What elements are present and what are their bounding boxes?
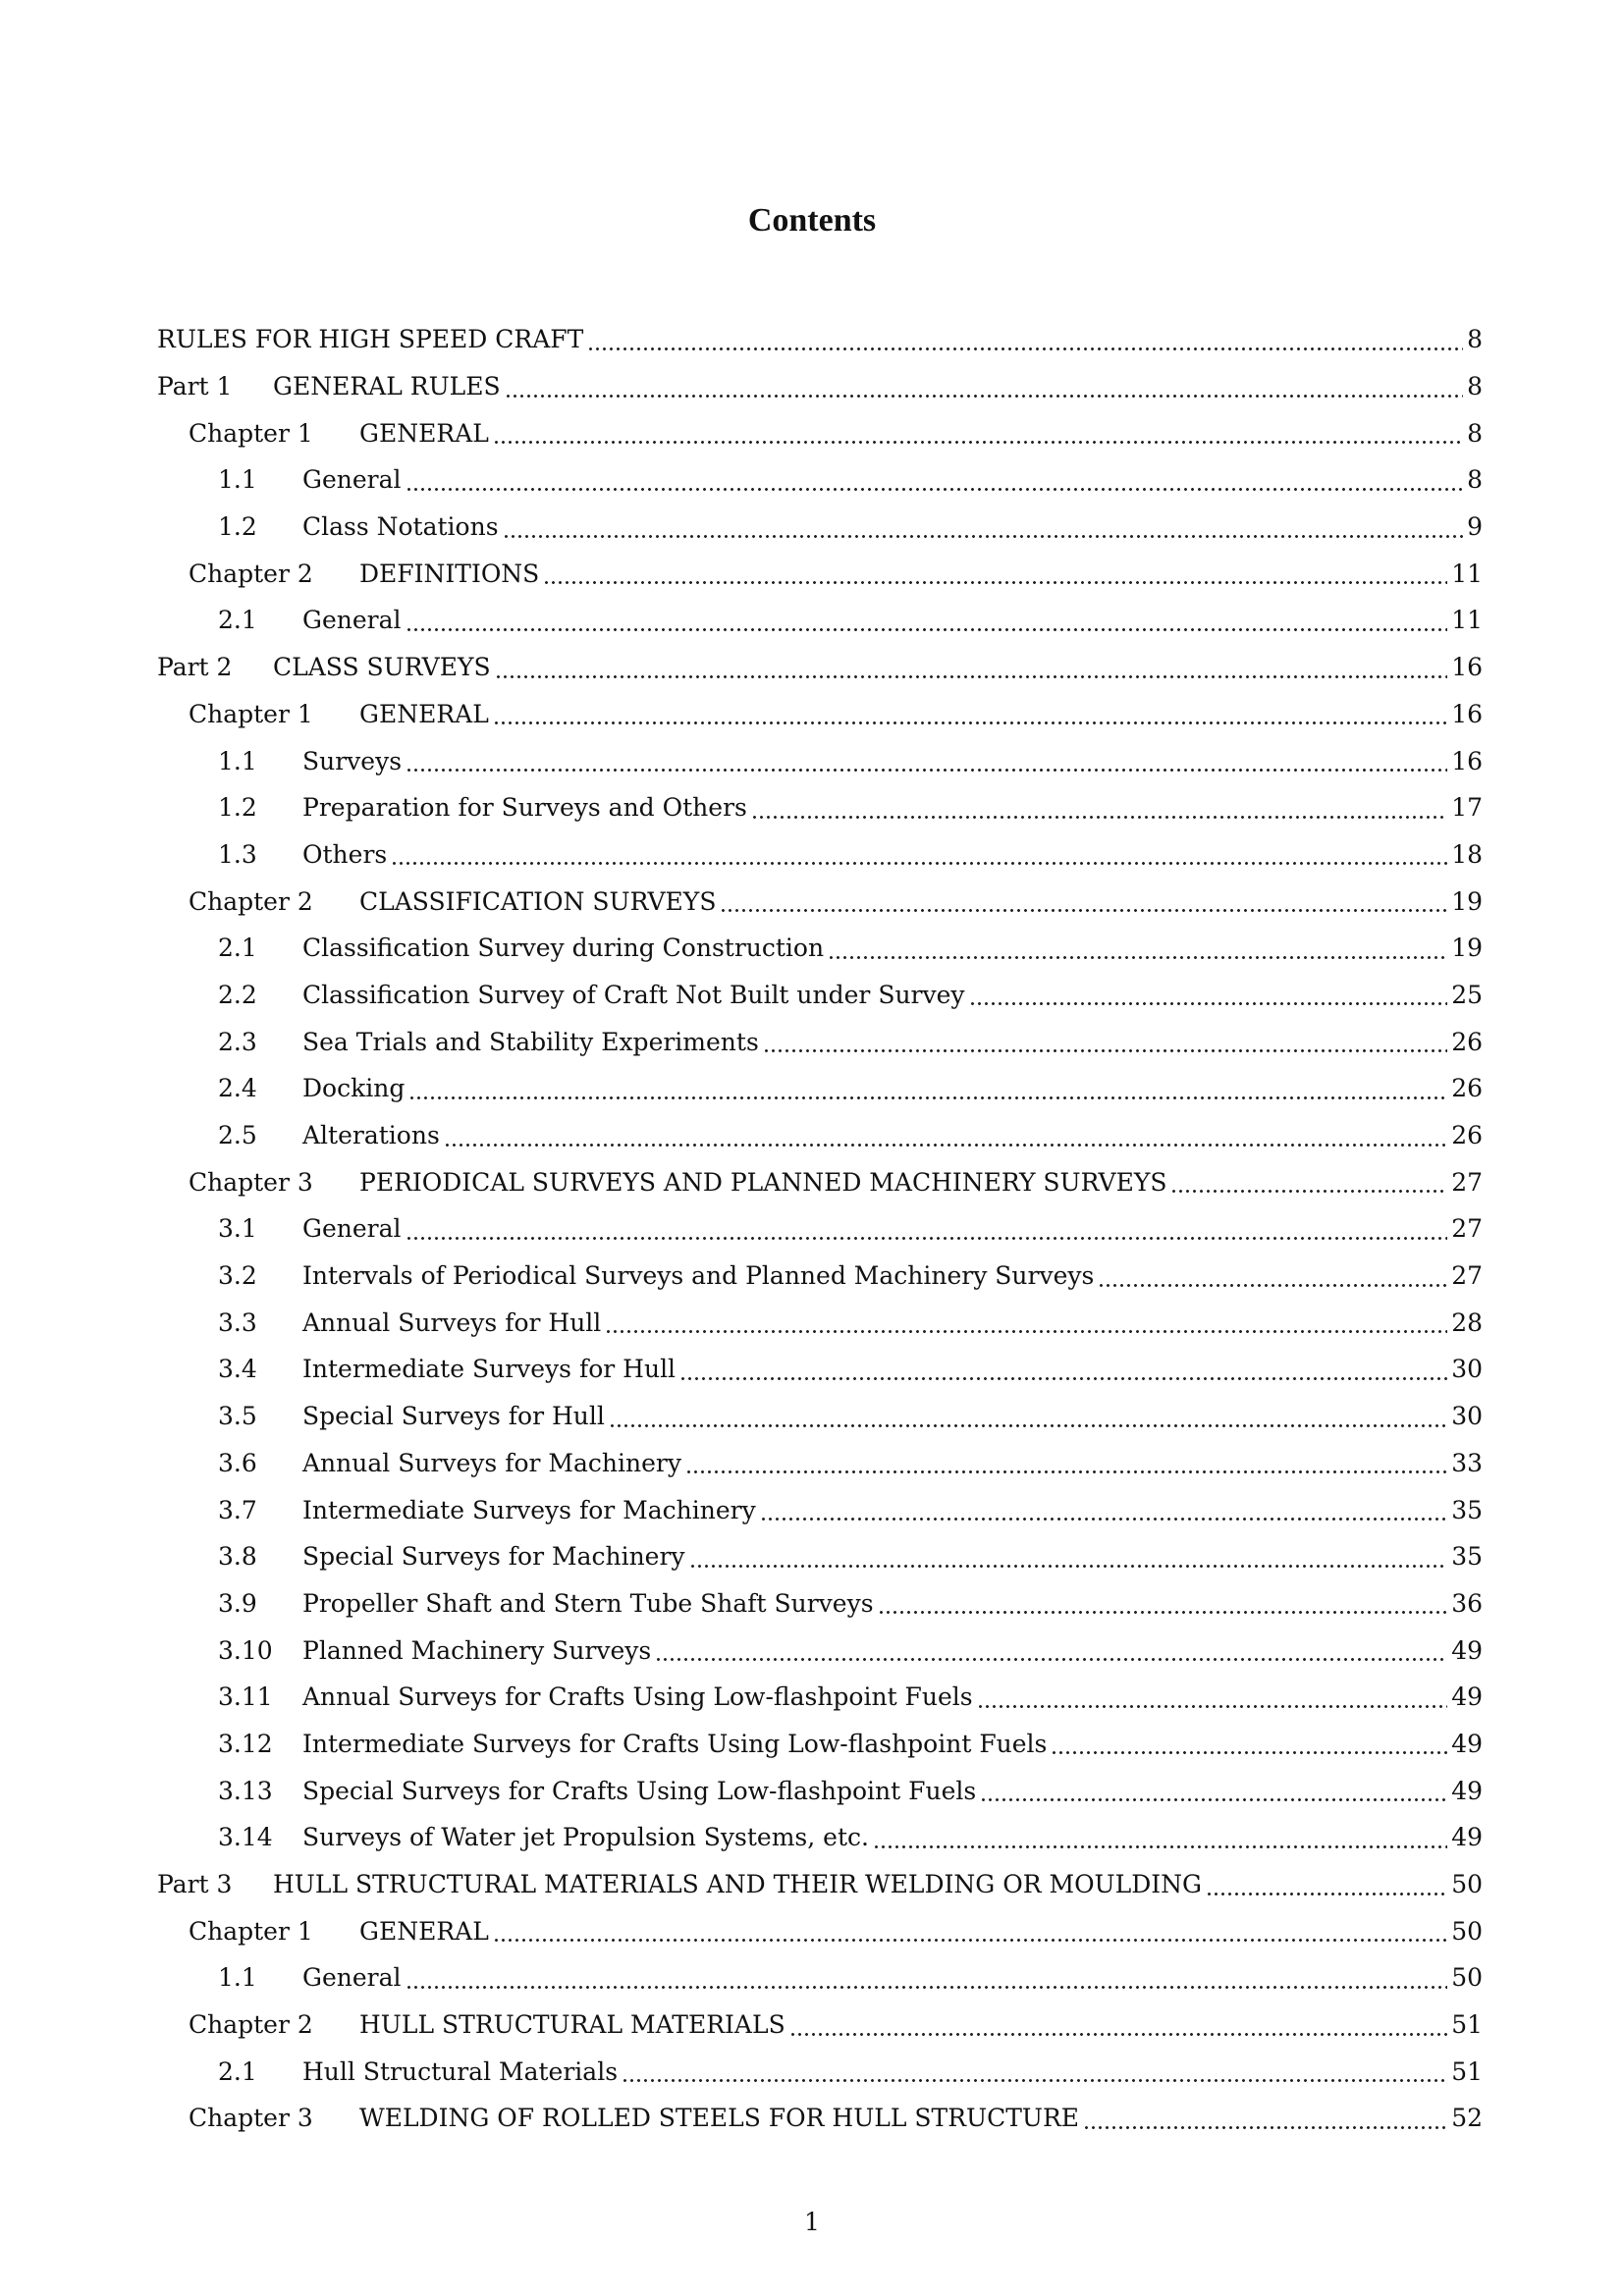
toc-entry-page: 19 [1451, 886, 1483, 916]
toc-entry-number: 3.9 [218, 1588, 257, 1618]
toc-entry-title: Special Surveys for Hull [302, 1402, 605, 1431]
toc-entry-title: Intermediate Surveys for Hull [302, 1355, 677, 1384]
dot-leader [980, 1784, 1447, 1803]
toc-entry-title: General [302, 465, 402, 495]
dot-leader [605, 1315, 1447, 1335]
toc-entry-page: 50 [1451, 1916, 1483, 1946]
toc-entry[interactable] [157, 550, 1483, 597]
toc-entry-page: 16 [1451, 699, 1483, 728]
toc-entry-number: 3.8 [218, 1542, 257, 1572]
dot-leader [408, 1082, 1447, 1101]
toc-entry-title: GENERAL [359, 699, 489, 728]
toc-entry-page: 17 [1451, 793, 1483, 823]
toc-entry-number: 3.10 [218, 1635, 273, 1665]
toc-entry-page: 51 [1451, 2010, 1483, 2040]
toc-entry-number: Chapter 3 [189, 1167, 313, 1197]
toc-entry-number: 3.3 [218, 1308, 257, 1337]
dot-leader [406, 1971, 1448, 1991]
toc-entry-title: Intermediate Surveys for Machinery [302, 1495, 756, 1524]
toc-entry-title: Annual Surveys for Crafts Using Low-flashpoint Fuels [302, 1682, 973, 1712]
toc-entry-title: Annual Surveys for Hull [302, 1308, 602, 1337]
toc-entry-page: 11 [1451, 559, 1483, 588]
toc-entry[interactable] [157, 597, 1483, 644]
toc-entry-title: GENERAL RULES [273, 372, 501, 401]
dot-leader [878, 1596, 1448, 1616]
dot-leader [391, 847, 1447, 867]
toc-entry[interactable] [157, 737, 1483, 784]
toc-entry-number: Part 1 [157, 372, 233, 401]
toc-entry-title: HULL STRUCTURAL MATERIALS AND THEIR WELDING OR MOULDING [273, 1870, 1202, 1899]
toc-entry-page: 49 [1451, 1682, 1483, 1712]
toc-entry-title: Intermediate Surveys for Crafts Using Low-flashpoint Fuels [302, 1729, 1048, 1758]
toc-entry-page: 30 [1451, 1402, 1483, 1431]
toc-entry[interactable] [157, 1533, 1483, 1580]
page-number: 1 [804, 2208, 820, 2236]
toc-entry-page: 8 [1467, 418, 1483, 448]
toc-entry[interactable] [157, 1721, 1483, 1768]
toc-entry-number: 3.7 [218, 1495, 257, 1524]
toc-entry[interactable] [157, 363, 1483, 410]
toc-entry[interactable] [157, 1767, 1483, 1814]
toc-entry[interactable] [157, 2095, 1483, 2142]
toc-entry[interactable] [157, 831, 1483, 879]
toc-entry-number: 2.1 [218, 606, 257, 635]
toc-entry[interactable] [157, 1627, 1483, 1674]
toc-entry-title: Surveys [302, 746, 403, 775]
dot-leader [1083, 2111, 1447, 2131]
toc-entry-title: General [302, 606, 402, 635]
toc-entry-title: Class Notations [302, 512, 499, 542]
toc-entry-title: RULES FOR HIGH SPEED CRAFT [157, 325, 584, 354]
dot-leader [495, 661, 1448, 680]
dot-leader [977, 1690, 1448, 1710]
dot-leader [609, 1410, 1447, 1429]
toc-entry-number: 3.13 [218, 1776, 273, 1805]
toc-entry-number: 1.1 [218, 746, 257, 775]
toc-entry-page: 30 [1451, 1355, 1483, 1384]
toc-entry-title: WELDING OF ROLLED STEELS FOR HULL STRUCTURE [359, 2104, 1080, 2133]
toc-entry-title: Docking [302, 1074, 406, 1103]
toc-entry-title: Classification Survey of Craft Not Built under Survey [302, 980, 965, 1009]
dot-leader [493, 707, 1447, 726]
toc-entry-title: Special Surveys for Crafts Using Low-flashpoint Fuels [302, 1776, 977, 1805]
toc-entry-title: Propeller Shaft and Stern Tube Shaft Surveys [302, 1588, 874, 1618]
toc-entry-title: Hull Structural Materials [302, 2056, 619, 2086]
dot-leader [655, 1643, 1447, 1663]
toc-entry-page: 27 [1451, 1214, 1483, 1244]
toc-entry-page: 51 [1451, 2056, 1483, 2086]
toc-entry[interactable] [157, 1674, 1483, 1721]
toc-entry-number: 2.1 [218, 934, 257, 963]
toc-entry-number: Chapter 2 [189, 559, 313, 588]
toc-entry-title: Special Surveys for Machinery [302, 1542, 685, 1572]
dot-leader [689, 1550, 1448, 1570]
toc-entry[interactable] [157, 1861, 1483, 1908]
toc-entry-title: Planned Machinery Surveys [302, 1635, 652, 1665]
toc-entry[interactable] [157, 878, 1483, 925]
toc-entry-page: 26 [1451, 1121, 1483, 1150]
toc-entry[interactable] [157, 1440, 1483, 1487]
toc-entry-number: 2.1 [218, 2056, 257, 2086]
toc-entry-page: 16 [1451, 746, 1483, 775]
toc-entry-number: 3.12 [218, 1729, 273, 1758]
toc-entry-page: 49 [1451, 1776, 1483, 1805]
toc-entry-title: GENERAL [359, 1916, 489, 1946]
dot-leader [679, 1362, 1447, 1382]
dot-leader [1206, 1878, 1447, 1897]
toc-entry-number: Part 3 [157, 1870, 233, 1899]
toc-entry-title: Annual Surveys for Machinery [302, 1448, 681, 1477]
toc-entry-number: 2.2 [218, 980, 257, 1009]
dot-leader [969, 988, 1448, 1007]
toc-entry[interactable] [157, 2048, 1483, 2095]
toc-entry[interactable] [157, 1346, 1483, 1393]
toc-entry-number: 3.5 [218, 1402, 257, 1431]
toc-entry-title: GENERAL [359, 418, 489, 448]
toc-entry-number: Chapter 1 [189, 699, 313, 728]
dot-leader [789, 2018, 1447, 2038]
table-of-contents [157, 316, 1483, 2142]
toc-entry-number: 3.11 [218, 1682, 273, 1712]
toc-entry-number: 1.2 [218, 793, 257, 823]
toc-entry-page: 49 [1451, 1635, 1483, 1665]
toc-entry[interactable] [157, 409, 1483, 456]
toc-entry-title: HULL STRUCTURAL MATERIALS [359, 2010, 785, 2040]
dot-leader [685, 1456, 1447, 1475]
toc-entry-title: CLASS SURVEYS [273, 653, 491, 682]
toc-entry-number: 3.4 [218, 1355, 257, 1384]
toc-entry-title: Intervals of Periodical Surveys and Planned Machinery Surveys [302, 1261, 1095, 1291]
toc-entry-page: 49 [1451, 1823, 1483, 1852]
toc-entry-page: 19 [1451, 934, 1483, 963]
toc-entry[interactable] [157, 316, 1483, 363]
dot-leader [444, 1129, 1447, 1148]
toc-entry[interactable] [157, 1393, 1483, 1440]
toc-entry-title: CLASSIFICATION SURVEYS [359, 886, 717, 916]
toc-entry-title: Sea Trials and Stability Experiments [302, 1027, 759, 1056]
toc-entry-page: 27 [1451, 1167, 1483, 1197]
dot-leader [763, 1035, 1447, 1054]
dot-leader [406, 473, 1464, 493]
toc-entry[interactable] [157, 1112, 1483, 1159]
toc-entry-page: 26 [1451, 1027, 1483, 1056]
toc-entry[interactable] [157, 1814, 1483, 1861]
toc-entry-title: DEFINITIONS [359, 559, 540, 588]
toc-entry-number: 1.3 [218, 839, 257, 869]
toc-entry[interactable] [157, 644, 1483, 691]
toc-entry[interactable] [157, 1205, 1483, 1253]
dot-leader [873, 1831, 1447, 1850]
toc-entry-page: 35 [1451, 1495, 1483, 1524]
toc-entry[interactable] [157, 1018, 1483, 1065]
toc-entry[interactable] [157, 1580, 1483, 1628]
dot-leader [406, 614, 1448, 633]
toc-entry-number: 1.2 [218, 512, 257, 542]
dot-leader [493, 426, 1463, 446]
toc-entry-title: General [302, 1963, 402, 1993]
dot-leader [505, 380, 1463, 400]
toc-entry-page: 52 [1451, 2104, 1483, 2133]
toc-entry-number: 2.3 [218, 1027, 257, 1056]
dot-leader [720, 894, 1447, 914]
dot-leader [406, 754, 1447, 774]
toc-entry[interactable] [157, 504, 1483, 551]
toc-entry[interactable] [157, 1299, 1483, 1346]
page-title: Contents [747, 202, 877, 239]
toc-entry[interactable] [157, 456, 1483, 504]
toc-entry-page: 11 [1451, 606, 1483, 635]
dot-leader [1170, 1175, 1447, 1195]
toc-entry[interactable] [157, 784, 1483, 831]
toc-entry[interactable] [157, 1954, 1483, 2002]
toc-entry-number: 3.14 [218, 1823, 273, 1852]
dot-leader [1051, 1736, 1447, 1756]
toc-entry[interactable] [157, 2002, 1483, 2049]
toc-entry-page: 49 [1451, 1729, 1483, 1758]
dot-leader [503, 520, 1464, 540]
toc-entry-page: 33 [1451, 1448, 1483, 1477]
toc-entry-page: 35 [1451, 1542, 1483, 1572]
toc-entry-page: 25 [1451, 980, 1483, 1009]
toc-entry-page: 26 [1451, 1074, 1483, 1103]
toc-entry-page: 9 [1467, 512, 1483, 542]
toc-entry-page: 50 [1451, 1963, 1483, 1993]
toc-entry[interactable] [157, 972, 1483, 1019]
dot-leader [406, 1222, 1448, 1242]
toc-entry-number: Chapter 1 [189, 418, 313, 448]
toc-entry[interactable] [157, 925, 1483, 972]
toc-entry-page: 18 [1451, 839, 1483, 869]
toc-entry-number: 3.1 [218, 1214, 257, 1244]
toc-entry[interactable] [157, 1486, 1483, 1533]
toc-entry[interactable] [157, 1158, 1483, 1205]
dot-leader [1098, 1269, 1447, 1289]
toc-entry-number: 1.1 [218, 1963, 257, 1993]
toc-entry-page: 16 [1451, 653, 1483, 682]
toc-entry-number: 3.2 [218, 1261, 257, 1291]
dot-leader [760, 1503, 1447, 1522]
toc-entry[interactable] [157, 1253, 1483, 1300]
toc-entry-title: Preparation for Surveys and Others [302, 793, 747, 823]
toc-entry-title: Classification Survey during Construction [302, 934, 825, 963]
dot-leader [587, 333, 1463, 352]
dot-leader [751, 801, 1447, 821]
toc-entry-page: 28 [1451, 1308, 1483, 1337]
toc-entry-page: 50 [1451, 1870, 1483, 1899]
toc-entry[interactable] [157, 1907, 1483, 1954]
dot-leader [543, 566, 1447, 586]
toc-entry-page: 27 [1451, 1261, 1483, 1291]
toc-entry-number: 2.4 [218, 1074, 257, 1103]
toc-entry-number: Chapter 1 [189, 1916, 313, 1946]
toc-entry-title: General [302, 1214, 402, 1244]
toc-entry-number: Chapter 3 [189, 2104, 313, 2133]
toc-entry-title: Surveys of Water jet Propulsion Systems, etc. [302, 1823, 869, 1852]
toc-entry[interactable] [157, 1065, 1483, 1112]
toc-entry-number: 1.1 [218, 465, 257, 495]
toc-entry-title: Alterations [302, 1121, 440, 1150]
toc-entry-number: Chapter 2 [189, 2010, 313, 2040]
toc-entry-number: 2.5 [218, 1121, 257, 1150]
toc-entry-number: Chapter 2 [189, 886, 313, 916]
toc-entry-page: 8 [1467, 325, 1483, 354]
toc-entry-number: 3.6 [218, 1448, 257, 1477]
dot-leader [493, 1924, 1447, 1944]
toc-entry-page: 8 [1467, 465, 1483, 495]
toc-entry[interactable] [157, 691, 1483, 738]
toc-entry-title: PERIODICAL SURVEYS AND PLANNED MACHINERY SURVEYS [359, 1167, 1167, 1197]
toc-entry-number: Part 2 [157, 653, 233, 682]
dot-leader [828, 941, 1447, 961]
toc-entry-page: 8 [1467, 372, 1483, 401]
toc-entry-page: 36 [1451, 1588, 1483, 1618]
toc-entry-title: Others [302, 839, 388, 869]
dot-leader [622, 2064, 1447, 2084]
